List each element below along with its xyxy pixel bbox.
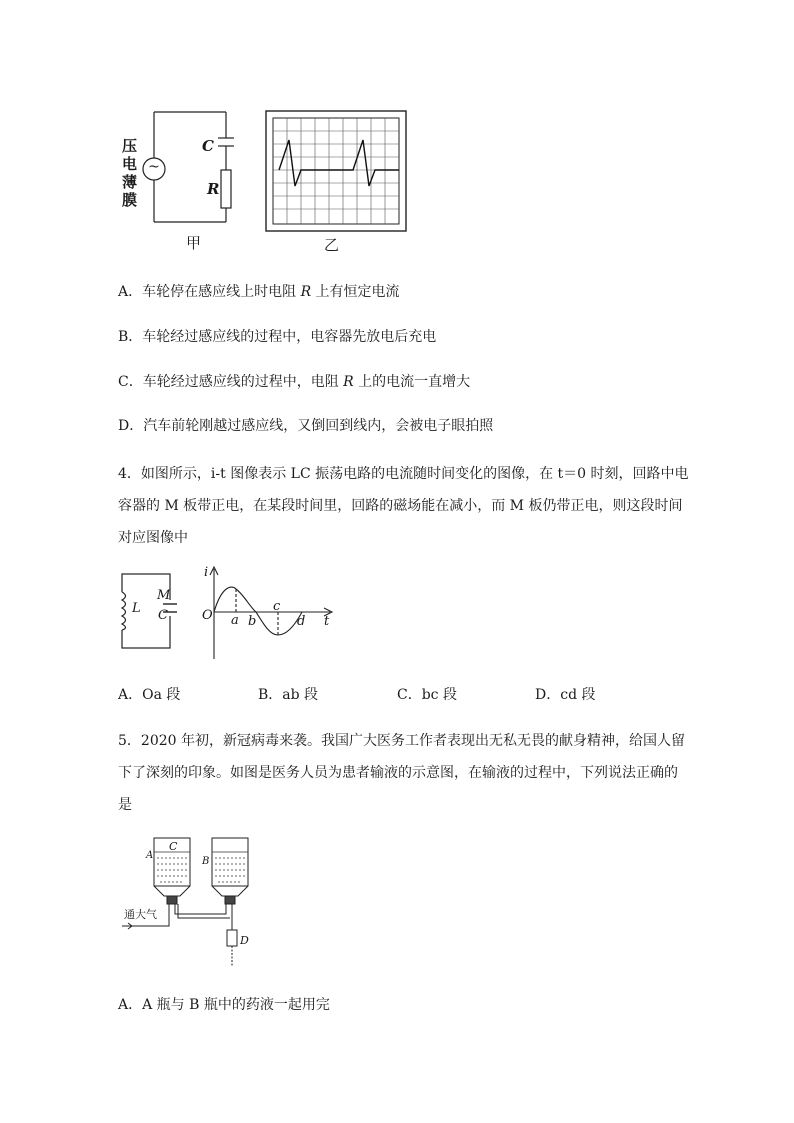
graph-point-a: a: [231, 613, 239, 628]
plate-m-label: M: [157, 588, 171, 603]
resistor-label: R: [207, 180, 220, 198]
graph-point-d: d: [297, 614, 306, 629]
air-label: 通大气: [124, 908, 157, 921]
q4-option-c: C．bc 段: [397, 687, 457, 703]
graph-point-c: c: [273, 599, 281, 614]
source-label-char: 压: [122, 137, 138, 155]
graph-point-b: b: [248, 614, 257, 629]
graph-axis-t: t: [324, 614, 330, 629]
q5-option-a: A．A 瓶与 B 瓶中的药液一起用完: [118, 997, 330, 1013]
q4-stem: [118, 458, 690, 554]
bottle-a-label: A: [146, 850, 154, 861]
figure-yi-oscilloscope: [265, 110, 407, 232]
figure-yi-caption: 乙: [324, 236, 340, 254]
q4-option-a: A．Oa 段: [118, 687, 181, 703]
capacitor-label: C: [202, 137, 214, 155]
source-symbol: ~: [148, 159, 160, 175]
source-label-char: 膜: [122, 191, 138, 209]
q4-option-b: B．ab 段: [258, 687, 319, 703]
graph-origin: O: [202, 608, 213, 623]
source-label: [122, 137, 142, 209]
q4-stem-line: 4．如图所示，i-t 图像表示 LC 振荡电路的电流随时间变化的图像，在 t＝0 时刻，回路中电: [118, 466, 689, 482]
capacitor-c-label: C: [158, 608, 168, 623]
inductor-label: L: [132, 601, 141, 616]
graph-axis-i: i: [204, 565, 209, 580]
q4-it-graph: [198, 563, 340, 661]
bottle-c-label: C: [169, 840, 178, 853]
figure-jia-caption: 甲: [186, 234, 202, 252]
source-label-char: 薄: [122, 173, 138, 191]
q3-option-d: D．汽车前轮刚越过感应线，又倒回到线内，会被电子眼拍照: [118, 418, 494, 434]
q3-option-b: B．车轮经过感应线的过程中，电容器先放电后充电: [118, 329, 437, 345]
q5-infusion-figure: [118, 834, 258, 968]
q5-stem: [118, 725, 690, 821]
q5-stem-line: 5．2020 年初，新冠病毒来袭。我国广大医务工作者表现出无私无畏的献身精神，给国人留: [118, 733, 685, 749]
q3-option-a: A．车轮停在感应线上时电阻 R 上有恒定电流: [118, 284, 400, 300]
q4-stem-line: 对应图像中: [118, 530, 188, 546]
q5-stem-line: 是: [118, 797, 132, 813]
source-label-char: 电: [122, 155, 138, 173]
q4-option-d: D．cd 段: [535, 687, 596, 703]
q3-option-c: C．车轮经过感应线的过程中，电阻 R 上的电流一直增大: [118, 374, 471, 390]
q5-stem-line: 下了深刻的印象。如图是医务人员为患者输液的示意图，在输液的过程中，下列说法正确的: [118, 765, 678, 781]
bottle-b-label: B: [202, 856, 210, 867]
q4-stem-line: 容器的 M 板带正电，在某段时间里，回路的磁场能在减小，而 M 板仍带正电，则这段时间: [118, 498, 683, 514]
q4-lc-circuit: [118, 570, 178, 652]
dripper-d-label: D: [240, 934, 249, 947]
